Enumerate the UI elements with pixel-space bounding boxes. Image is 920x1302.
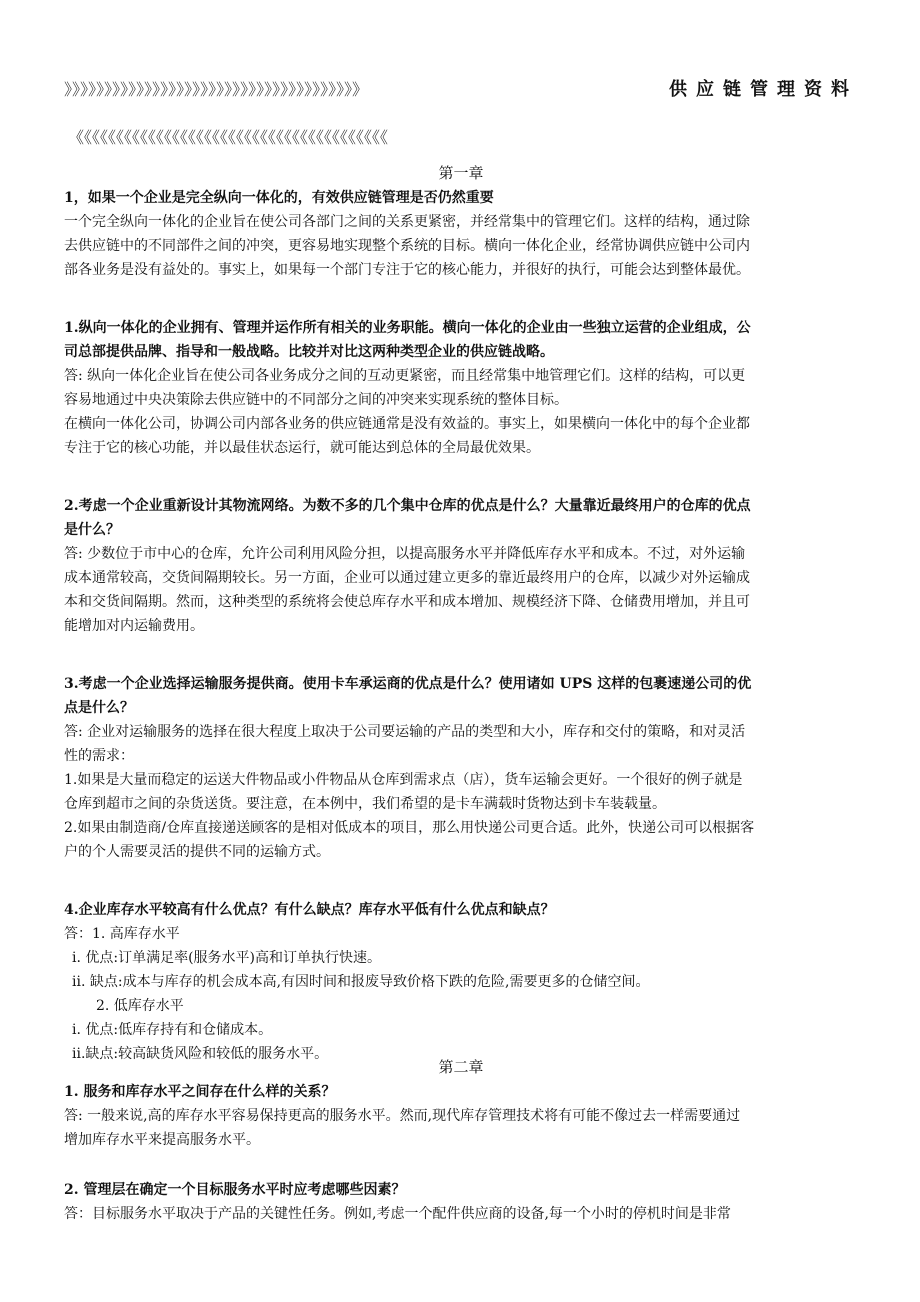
header-sub-arrows: 《《《《《《《《《《《《《《《《《《《《《《《《《《《《《《《《《《《《《《《 <box>68 128 389 147</box>
answer-line: 仓库到超市之间的杂货送货。要注意，在本例中，我们希望的是卡车满载时货物达到卡车装载量。 <box>64 796 666 812</box>
header-arrows: 》》》》》》》》》》》》》》》》》》》》》》》》》》》》》》》》》》》》》 <box>64 80 369 99</box>
document-header <box>64 76 858 104</box>
answer-line: 答：1. 高库存水平 <box>64 926 180 942</box>
answer-line: 成本通常较高，交货间隔期较长。另一方面，企业可以通过建立更多的靠近最终用户的仓库，以减少对外运输成 <box>64 570 750 586</box>
chapter-1-title: 第一章 <box>438 164 484 182</box>
question-title: 1，如果一个企业是完全纵向一体化的，有效供应链管理是否仍然重要 <box>64 190 494 206</box>
question-title: 1.纵向一体化的企业拥有、管理并运作所有相关的业务职能。横向一体化的企业由一些独立运营的企业组成，公 <box>64 320 751 336</box>
answer-line: 部各业务是没有益处的。事实上，如果每一个部门专注于它的核心能力，并很好的执行，可能会达到整体最优。 <box>64 262 750 278</box>
question-title: 2.考虑一个企业重新设计其物流网络。为数不多的几个集中仓库的优点是什么？大量靠近最终用户的仓库的优点 <box>64 498 751 514</box>
question-title: 点是什么？ <box>64 700 134 716</box>
answer-line: 答：目标服务水平取决于产品的关键性任务。例如,考虑一个配件供应商的设备,每一个小时的停机时间是非常 <box>64 1206 731 1222</box>
answer-line: 答: 一般来说,高的库存水平容易保持更高的服务水平。然而,现代库存管理技术将有可能不像过去一样需要通过 <box>64 1108 741 1124</box>
answer-line: 专注于它的核心功能，并以最佳状态运行，就可能达到总体的全局最优效果。 <box>64 440 540 456</box>
question-title: 司总部提供品牌、指导和一般战略。比较并对比这两种类型企业的供应链战略。 <box>64 344 554 360</box>
question-title: 3.考虑一个企业选择运输服务提供商。使用卡车承运商的优点是什么？使用诸如 UPS 这样的包裹速递公司的优 <box>64 676 752 692</box>
answer-line: ii.缺点:较高缺货风险和较低的服务水平。 <box>72 1046 329 1062</box>
answer-line: i. 优点:订单满足率(服务水平)高和订单执行快速。 <box>72 950 382 966</box>
answer-line: 一个完全纵向一体化的企业旨在使公司各部门之间的关系更紧密，并经常集中的管理它们。这样的结构，通过除 <box>64 214 750 230</box>
answer-line: 答: 少数位于市中心的仓库，允许公司利用风险分担，以提高服务水平并降低库存水平和成本。不过，对外运输 <box>64 546 746 562</box>
document-title: 供应链管理资料 <box>669 79 858 100</box>
chapter-1 <box>64 160 858 1066</box>
answer-line: 容易地通过中央决策除去供应链中的不同部分之间的冲突来实现系统的整体目标。 <box>64 392 568 408</box>
chapter-2 <box>64 1054 858 1226</box>
answer-line: 2.如果由制造商/仓库直接递送顾客的是相对低成本的项目，那么用快递公司更合适。此外，快递公司可以根据客 <box>64 820 755 836</box>
answer-line: 答: 企业对运输服务的选择在很大程度上取决于公司要运输的产品的类型和大小，库存和交付的策略，和对灵活 <box>64 724 746 740</box>
answer-line: 户的个人需要灵活的提供不同的运输方式。 <box>64 844 330 860</box>
answer-line: 性的需求： <box>64 748 134 764</box>
answer-line: 能增加对内运输费用。 <box>64 618 204 634</box>
answer-line: 答: 纵向一体化企业旨在使公司各业务成分之间的互动更紧密，而且经常集中地管理它们。这样的结构，可以更 <box>64 368 746 384</box>
question-title: 1. 服务和库存水平之间存在什么样的关系？ <box>64 1084 336 1100</box>
question-title: 是什么？ <box>64 522 120 538</box>
question-title: 2. 管理层在确定一个目标服务水平时应考虑哪些因素？ <box>64 1182 406 1198</box>
answer-line: 去供应链中的不同部件之间的冲突，更容易地实现整个系统的目标。横向一体化企业，经常协调供应链中公司内 <box>64 238 750 254</box>
answer-line: 2. 低库存水平 <box>96 998 184 1014</box>
answer-line: 本和交货间隔期。然而，这种类型的系统将会使总库存水平和成本增加、规模经济下降、仓储费用增加，并且可 <box>64 594 750 610</box>
question-title: 4.企业库存水平较高有什么优点？有什么缺点？库存水平低有什么优点和缺点？ <box>64 902 555 918</box>
answer-line: i. 优点:低库存持有和仓储成本。 <box>72 1022 273 1038</box>
answer-line: 1.如果是大量而稳定的运送大件物品或小件物品从仓库到需求点（店），货车运输会更好。一个很好的例子就是 <box>64 772 743 788</box>
chapter-2-title: 第二章 <box>438 1058 484 1076</box>
answer-line: ii. 缺点:成本与库存的机会成本高,有因时间和报废导致价格下跌的危险,需要更多的仓储空间。 <box>72 974 650 990</box>
answer-line: 增加库存水平来提高服务水平。 <box>64 1132 260 1148</box>
answer-line: 在横向一体化公司，协调公司内部各业务的供应链通常是没有效益的。事实上，如果横向一体化中的每个企业都 <box>64 416 750 432</box>
